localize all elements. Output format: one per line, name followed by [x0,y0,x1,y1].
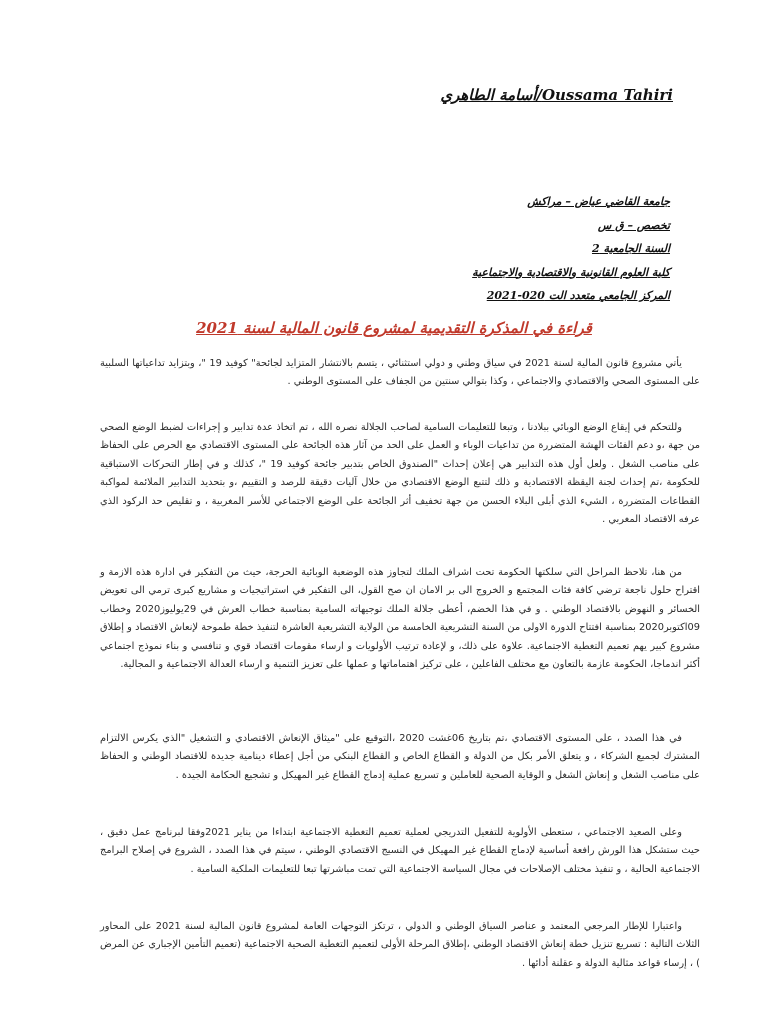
author-name: Oussama Tahiri/أسامة الطاهري [440,86,673,104]
meta-block [250,190,670,308]
paragraph: يأتي مشروع قانون المالية لسنة 2021 في سياق وطني و دولي استثنائي ، يتسم بالانتشار المتزايد لجائحة" كوفيد 19 "، وبتزايد تداعياتها السلبية على المستوى الصحي والاقتصادي والاجتماعي ، وكذا بتوالي سنتين من الجفاف على المستوى الوطني . [100,358,700,388]
meta-center: المركز الجامعي متعدد الت 020-2021 [486,289,670,302]
document-title: قراءة في المذكرة التقديمية لمشروع قانون المالية لسنة 2021 [196,319,592,337]
paragraph: في هذا الصدد ، على المستوى الاقتصادي ،تم بتاريخ 06غشت 2020 ،التوقيع على "ميثاق الإنعاش الاقتصادي و التشغيل "الذي يكرس الالتزام المشترك لجميع الشركاء ، و يتعلق الأمر بكل من الدولة و القطاع الخاص و القطاع البنكي من أجل إعطاء دينامية جديدة للاقتصاد الوطني و الحفاظ على مناصب الشغل و إنعاش الشغل و الوقاية الصحية للعاملين و تسريع عملية إدماج القطاع غير المهيكل و تشجيع الحكامة الجيدة . [100,733,700,781]
meta-specialty: تخصص – ق س [597,218,670,232]
paragraph: وللتحكم في إيقاع الوضع الوبائي ببلادنا ، وتبعا للتعليمات السامية لصاحب الجلالة نصره الله ، تم اتخاذ عدة تدابير و إجراءات لضبط الوضع الصحي من جهة ،و دعم الفئات الهشة المتضررة من تداعيات الوباء و العمل على الحد من آثار هذه الجائحة على المستوى الاقتصادي مع الحرص على الحفاظ على مناصب الشغل . ولعل أول هذه التدابير هي إعلان إحداث "الصندوق الخاص بتدبير جائحة كوفيد 19 "، كذلك و في إطار التحركات الاستباقية للحكومة ،تم إحداث لجنة اليقظة الاقتصادية و ذلك لتتبع الوضع الاقتصادي من خلال آليات دقيقة للرصد و التقييم ،و بتحديد التدابير الملائمة لمواكبة القطاعات المتضررة ، الشيء الذي أبلى البلاء الحسن من جهة تخفيف أثر الجائحة على الوضع الاجتماعي للأسر المغربية ، و تقليص حد الركود الذي عرفه الاقتصاد المغربي . [100,422,700,526]
meta-year: السنة الجامعية 2 [591,242,670,255]
document-body [100,355,700,974]
paragraph: واعتبارا للإطار المرجعي المعتمد و عناصر السياق الوطني و الدولي ، ترتكز التوجهات العامة لمشروع قانون المالية لسنة 2021 على المحاور الثلاث التالية : تسريع تنزيل خطة إنعاش الاقتصاد الوطني ،إطلاق المرحلة الأولى لتعميم التغطية الصحية الاجتماعية (تعميم التأمين الإجباري عن المرض ) ، إرساء قواعد مثالية الدولة و عقلنة أدائها . [100,921,700,969]
meta-faculty: كلية العلوم القانونية والاقتصادية والاجتماعية [472,265,670,279]
paragraph: من هنا، تلاحظ المراحل التي سلكتها الحكومة تحت اشراف الملك لتجاوز هذه الوضعية الوبائية الحرجة، حيث من التفكير في ادارة هذه الازمة و اقتراح حلول ناجعة ترضي كافة فئات المجتمع و الخروج الى بر الامان ان صح القول، الى التفكير في استراتيجيات و مشاريع كبرى ترمي الى تعويض الخسائر و النهوض بالاقتصاد الوطني . و في هذا الخضم، أعطى جلالة الملك توجيهاته السامية بمناسبة خطاب العرش في 29يوليوز2020 وخطاب 09اكتوبر2020 بمناسبة افتتاح الدورة الاولى من السنة التشريعية الخامسة من الولاية التشريعية العاشرة لتنفيذ خطة طموحة لإنعاش الاقتصاد و إطلاق مشروع كبير يهم تعميم التغطية الاجتماعية. علاوة على ذلك، و لإعادة ترتيب الأولويات و ارساء مقومات اقتصاد قوي و تنافسي و بناء نموذج اجتماعي أكثر اندماجا، الحكومة عازمة بالتعاون مع مختلف الفاعلين ، على تركيز اهتماماتها و عملها على تعزيز التنمية و ارساء العدالة الاجتماعية و المجالية. [100,567,700,671]
paragraph: وعلى الصعيد الاجتماعي ، ستعطى الأولوية للتفعيل التدريجي لعملية تعميم التغطية الاجتماعية ابتداءا من يناير 2021وفقا لبرنامج عمل دقيق ، حيث ستشكل هذا الورش رافعة أساسية لإدماج القطاع غير المهيكل في النسيج الاقتصادي الوطني ، سيتم في هذا الصدد ، الشروع في إصلاح البرامج الاجتماعية الحالية ، و تنفيذ مختلف الإصلاحات في مجال السياسة الاجتماعية التي تمت مباشرتها تبعا للتعليمات الملكية السامية . [100,827,700,875]
meta-university: جامعة القاضي عياض – مراكش [527,195,670,208]
